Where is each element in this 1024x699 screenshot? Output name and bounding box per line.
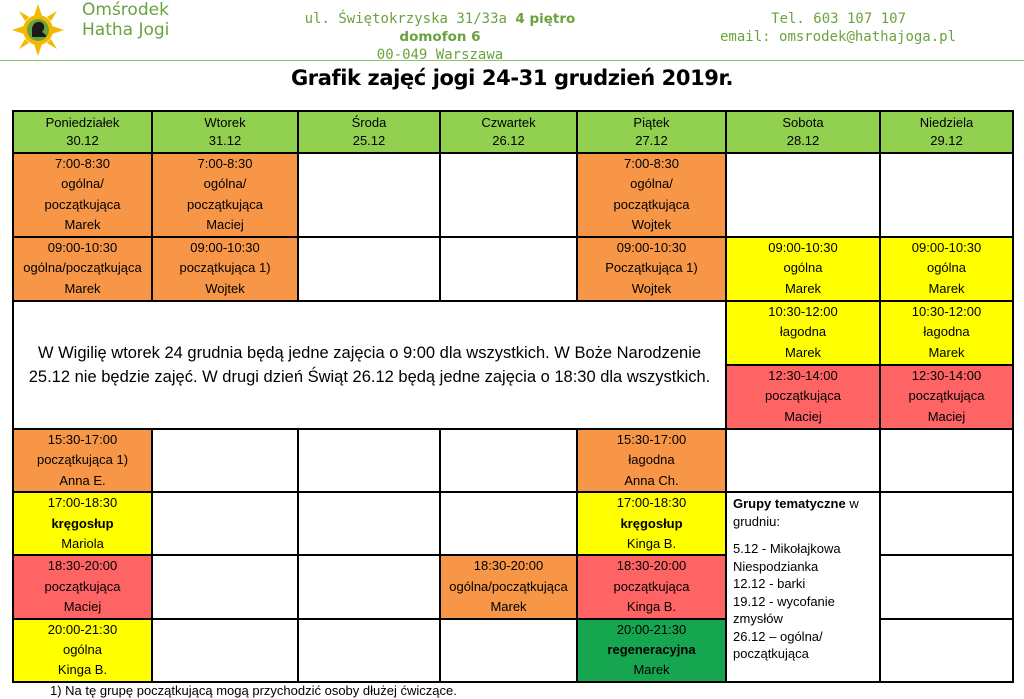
class-teacher: Marek [784, 280, 822, 296]
address [270, 10, 610, 64]
class-teacher: Marek [928, 280, 965, 296]
org-name-line2: Hatha Jogi [82, 20, 170, 40]
class-type: ogólna/początkująca [449, 578, 568, 594]
class-time: 09:00-10:30 [616, 240, 687, 255]
class-type: początkująca 1) [36, 452, 129, 468]
class-teacher: Kinga B. [626, 599, 677, 615]
empty-cell [298, 492, 440, 555]
themed-groups-heading-rest: w grudniu: [733, 496, 859, 529]
day-date: 28.12 [786, 133, 820, 148]
themed-groups-heading [733, 495, 873, 530]
class-type: początkująca [44, 578, 121, 594]
themed-group-item: 12.12 - barki [733, 576, 806, 592]
class-teacher: Mariola [61, 536, 104, 552]
schedule-table [12, 110, 1014, 683]
class-time: 12:30-14:00 [911, 368, 982, 383]
day-name: Środa [351, 115, 387, 130]
class-cell-sat-1030 [726, 301, 880, 365]
email-line [720, 28, 960, 46]
class-type: ogólna/ [203, 176, 247, 192]
empty-cell [298, 429, 440, 492]
class-cell-mon-1530 [13, 429, 152, 492]
class-type-cont: początkująca [44, 196, 121, 212]
class-time: 20:00-21:30 [47, 621, 118, 637]
floor-info: 4 piętro domofon 6 [399, 11, 576, 45]
day-header-thursday [440, 111, 577, 153]
themed-groups-box [726, 492, 880, 682]
empty-cell [880, 492, 1013, 555]
class-teacher: Marek [64, 217, 101, 233]
class-time: 09:00-10:30 [47, 240, 118, 255]
class-time: 15:30-17:00 [47, 432, 118, 447]
class-teacher: Wojtek [631, 217, 672, 233]
class-cell-tue-0900 [152, 237, 298, 301]
empty-cell [726, 153, 880, 237]
day-name: Niedziela [919, 115, 974, 130]
class-type: Początkująca 1) [605, 260, 698, 276]
day-date: 29.12 [930, 133, 963, 148]
day-header-saturday [726, 111, 880, 153]
class-time: 17:00-18:30 [616, 495, 687, 511]
empty-cell [298, 619, 440, 682]
contact-info [720, 10, 960, 46]
empty-cell [440, 492, 577, 555]
class-type: początkująca [908, 388, 985, 404]
class-time: 10:30-12:00 [911, 304, 982, 319]
class-cell-fri-0700 [577, 153, 726, 237]
themed-group-item: 26.12 – ogólna/ początkująca [733, 628, 823, 662]
class-type: ogólna [783, 260, 823, 276]
sun-logo-icon [12, 4, 64, 56]
class-teacher: Maciej [206, 217, 244, 233]
class-teacher: Marek [928, 344, 965, 360]
email-address: omsrodek@hathajoga.pl [779, 29, 957, 45]
class-cell-sat-0900 [726, 237, 880, 301]
address-line1 [270, 10, 610, 46]
class-type: regeneracyjna [607, 642, 696, 658]
day-date: 30.12 [66, 133, 99, 148]
class-time: 09:00-10:30 [190, 240, 260, 255]
empty-cell [152, 429, 298, 492]
class-cell-sun-0900 [880, 237, 1013, 301]
footnote: 1) Na tę grupę początkującą mogą przychodzić osoby dłużej ćwiczące. [50, 683, 457, 698]
class-cell-sat-1230 [726, 365, 880, 429]
class-time: 18:30-20:00 [473, 558, 544, 574]
class-cell-mon-1830 [13, 555, 152, 618]
class-cell-tue-0700 [152, 153, 298, 237]
class-teacher: Marek [633, 662, 670, 678]
class-type-cont: początkująca [187, 196, 263, 212]
class-time: 7:00-8:30 [197, 156, 253, 171]
class-teacher: Marek [784, 344, 822, 360]
class-teacher: Anna Ch. [624, 472, 679, 488]
org-name-line1: Omśrodek [82, 0, 169, 20]
class-cell-fri-1700 [577, 492, 726, 555]
class-type: ogólna/ [61, 176, 104, 192]
class-cell-thu-1830 [440, 555, 577, 618]
class-time: 09:00-10:30 [768, 240, 838, 255]
class-teacher: Maciej [927, 408, 966, 424]
empty-cell [298, 153, 440, 237]
class-type: ogólna/ [630, 176, 673, 192]
day-header-tuesday [152, 111, 298, 153]
empty-cell [152, 619, 298, 682]
class-type: kręgosłup [620, 515, 683, 531]
day-date: 26.12 [492, 133, 525, 148]
class-cell-mon-2000 [13, 619, 152, 682]
class-teacher: Marek [64, 280, 101, 296]
day-date: 25.12 [352, 133, 386, 148]
class-teacher: Wojtek [205, 280, 245, 296]
empty-cell [298, 555, 440, 618]
email-label: email: [720, 29, 771, 45]
class-teacher: Kinga B. [57, 662, 108, 678]
class-teacher: Kinga B. [626, 536, 677, 552]
themed-group-item: 5.12 - Mikołajkowa Niespodzianka [733, 541, 841, 574]
day-name: Poniedziałek [45, 115, 120, 130]
class-time: 15:30-17:00 [616, 432, 687, 447]
street: ul. Świętokrzyska 31/33a [304, 11, 507, 27]
class-type: łagodna [923, 324, 970, 340]
class-type: kręgosłup [51, 515, 114, 531]
class-cell-fri-1830 [577, 555, 726, 618]
empty-cell [298, 237, 440, 301]
class-cell-mon-1700 [13, 492, 152, 555]
class-type: początkująca [613, 578, 690, 594]
phone-number: Tel. 603 107 107 [771, 11, 906, 27]
class-teacher: Maciej [784, 408, 822, 424]
day-name: Wtorek [204, 115, 246, 130]
class-teacher: Wojtek [631, 280, 672, 296]
class-time: 09:00-10:30 [911, 240, 982, 255]
class-type: ogólna [926, 260, 967, 276]
class-type: łagodna [779, 324, 827, 340]
empty-cell [152, 492, 298, 555]
class-cell-fri-0900 [577, 237, 726, 301]
class-type: początkująca [765, 388, 841, 404]
class-type-cont: początkująca [613, 196, 690, 212]
day-header-sunday [880, 111, 1013, 153]
day-name: Piątek [633, 115, 670, 130]
empty-cell [440, 429, 577, 492]
class-type: ogólna [62, 642, 103, 658]
class-type: ogólna/początkująca [23, 260, 142, 276]
empty-cell [726, 429, 880, 492]
themed-group-item: 19.12 - wycofanie zmysłów [733, 593, 835, 627]
empty-cell [880, 555, 1013, 618]
empty-cell [440, 619, 577, 682]
class-cell-sun-1030 [880, 301, 1013, 365]
class-time: 7:00-8:30 [55, 156, 110, 171]
empty-cell [880, 619, 1013, 682]
day-name: Czwartek [481, 115, 536, 130]
day-header-friday [577, 111, 726, 153]
page-title: Grafik zajęć jogi 24-31 grudzień 2019r. [290, 66, 734, 90]
class-cell-sun-1230 [880, 365, 1013, 429]
class-cell-mon-0700 [13, 153, 152, 237]
class-time: 20:00-21:30 [616, 621, 687, 637]
class-cell-mon-0900 [13, 237, 152, 301]
class-cell-fri-1530 [577, 429, 726, 492]
class-time: 18:30-20:00 [616, 558, 687, 574]
day-header-monday [13, 111, 152, 153]
class-time: 7:00-8:30 [624, 156, 679, 171]
class-teacher: Maciej [63, 599, 102, 615]
address-line2: 00-049 Warszawa [376, 47, 504, 63]
class-type: łagodna [628, 452, 675, 468]
themed-groups-heading-bold: Grupy tematyczne [733, 496, 846, 512]
empty-cell [440, 153, 577, 237]
class-teacher: Marek [490, 599, 527, 615]
empty-cell [152, 555, 298, 618]
class-time: 10:30-12:00 [768, 304, 838, 319]
holiday-notice: W Wigilię wtorek 24 grudnia będą jedne zajęcia o 9:00 dla wszystkich. W Boże Narodzenie 25.12 nie będzie zajęć. W drugi dzień Świąt 26.12 będą jedne zajęcia o 18:30 dla wszystkich. [13, 301, 726, 429]
empty-cell [880, 153, 1013, 237]
empty-cell [880, 429, 1013, 492]
class-teacher: Anna E. [59, 472, 106, 488]
day-name: Sobota [782, 115, 824, 130]
class-time: 12:30-14:00 [768, 368, 838, 383]
org-name [82, 0, 169, 40]
class-time: 17:00-18:30 [47, 495, 118, 511]
page-header [0, 0, 1024, 61]
class-time: 18:30-20:00 [47, 558, 118, 574]
day-date: 27.12 [635, 133, 668, 148]
day-header-wednesday [298, 111, 440, 153]
day-date: 31.12 [208, 133, 242, 148]
class-cell-fri-2000 [577, 619, 726, 682]
class-type: początkująca 1) [179, 260, 271, 276]
empty-cell [440, 237, 577, 301]
